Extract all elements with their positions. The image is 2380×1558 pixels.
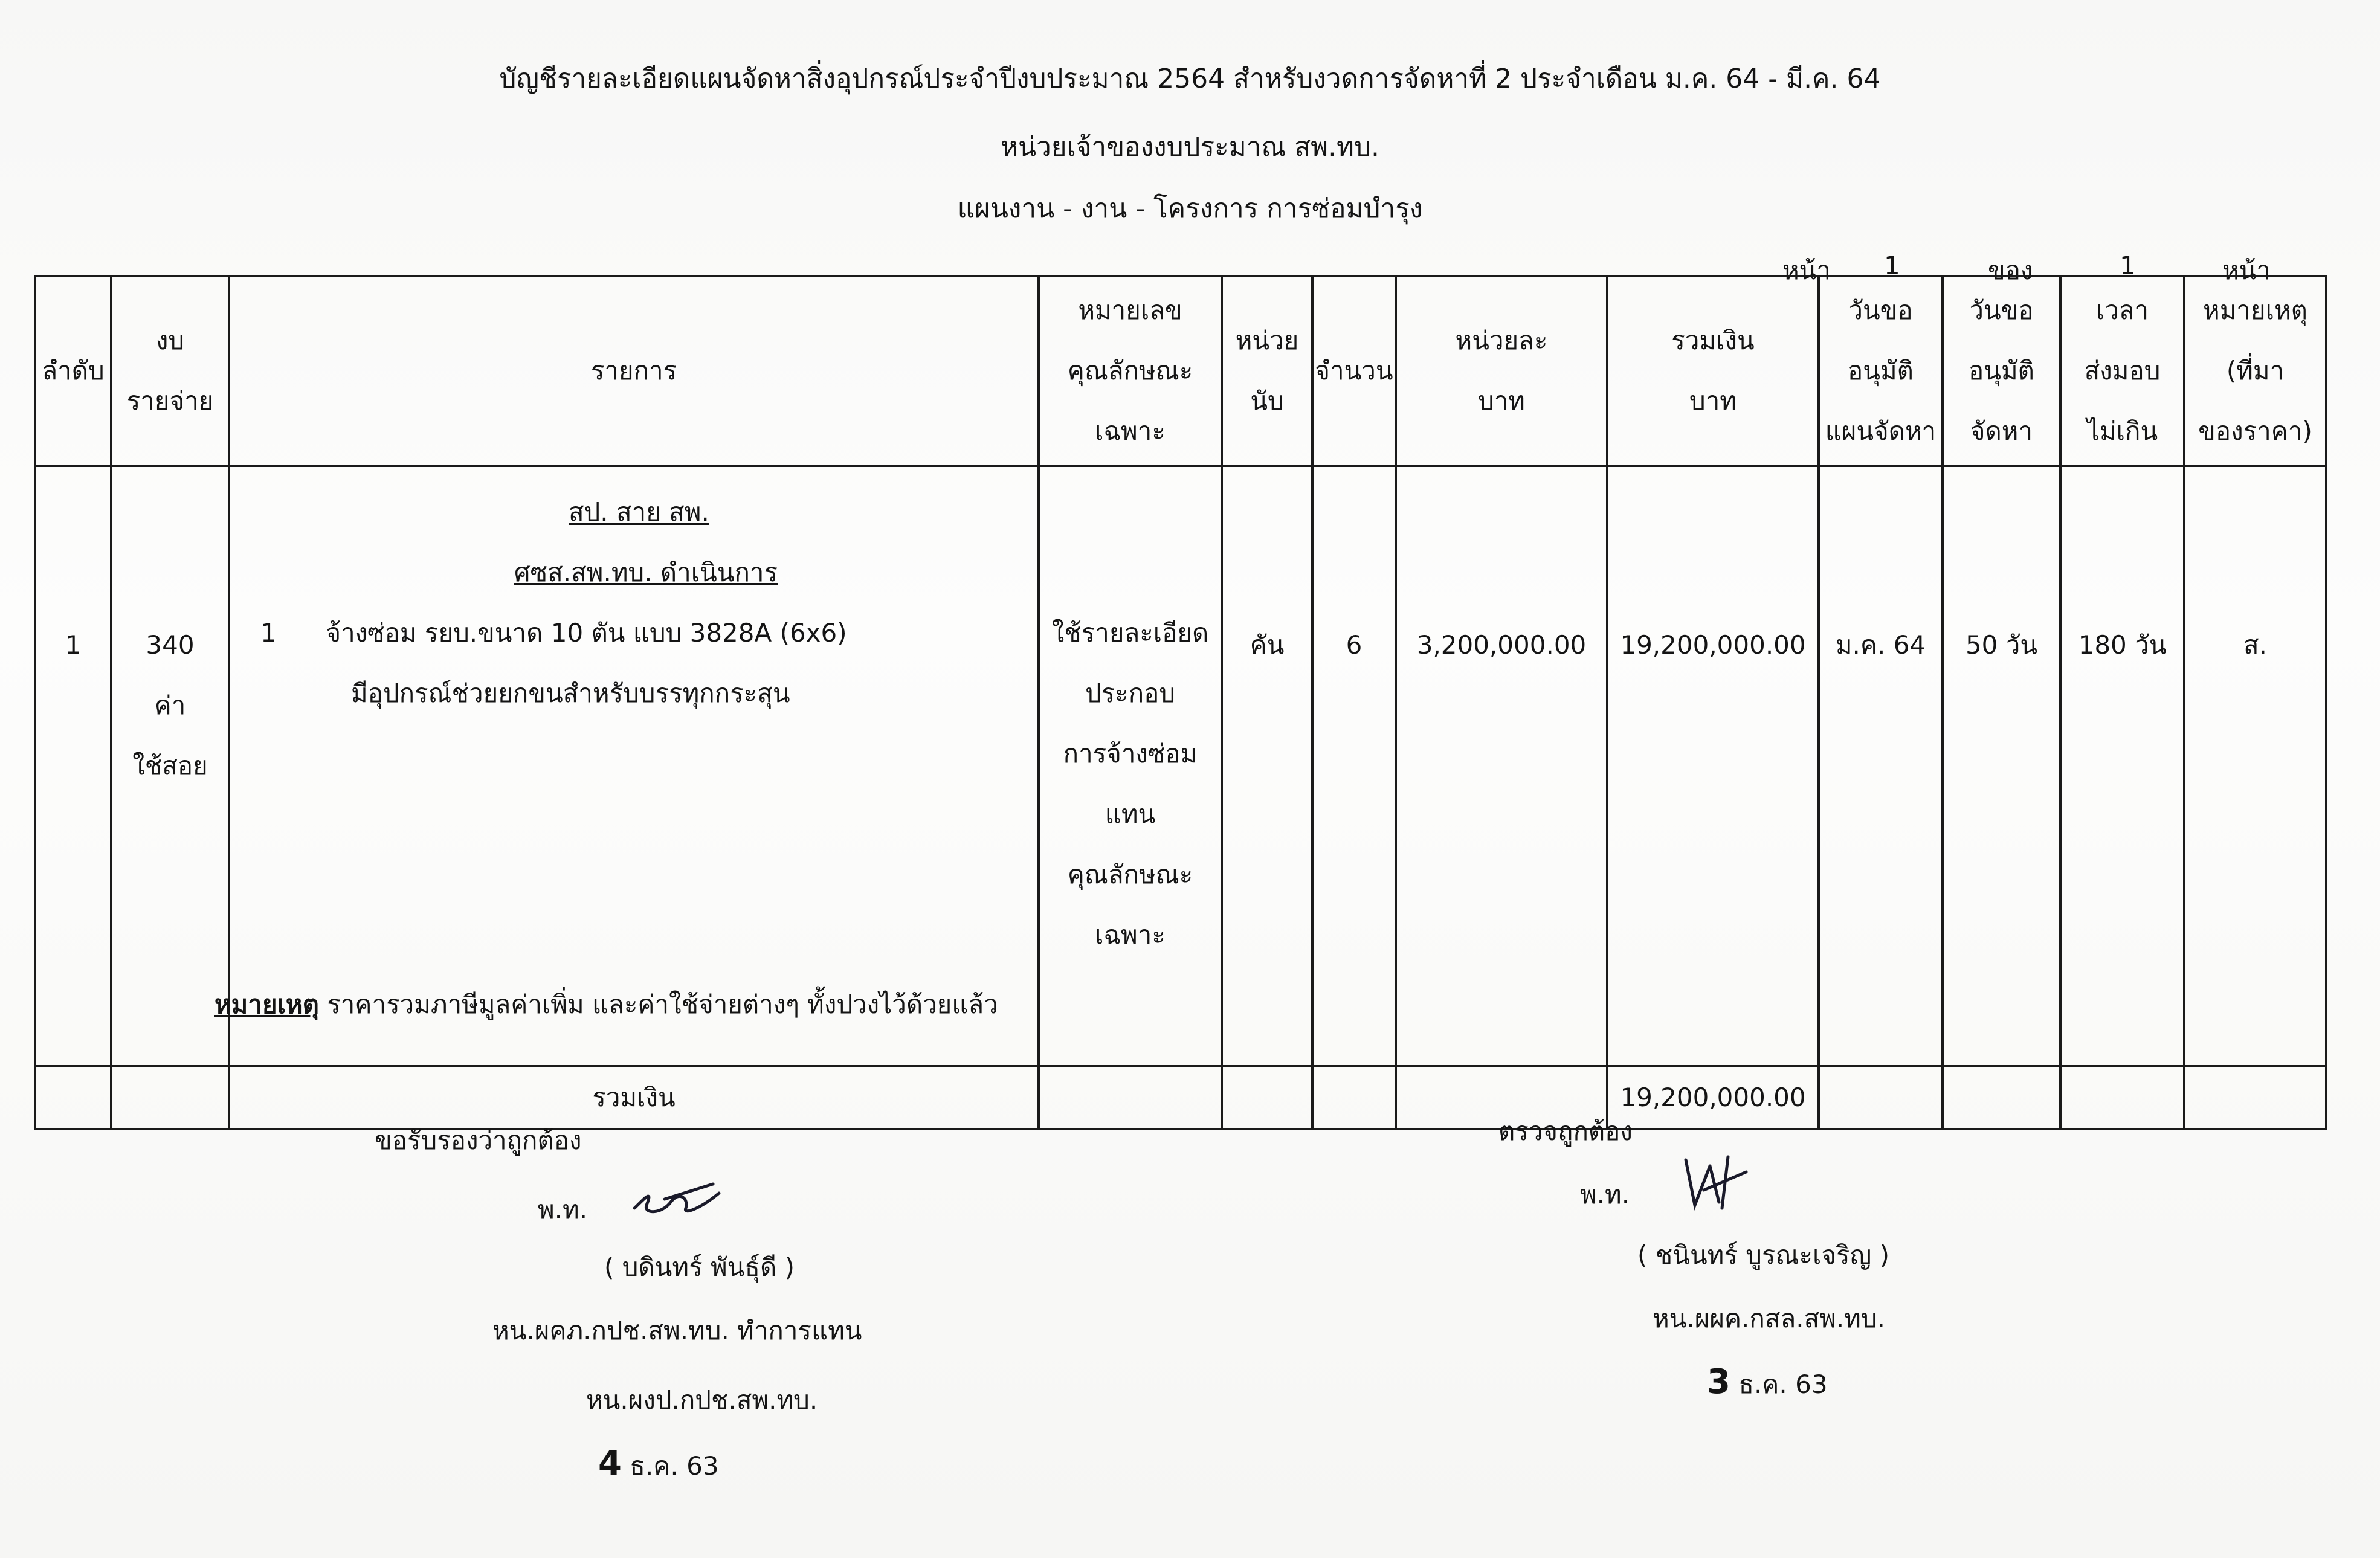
cell-budget: 340 ค่า ใช้สอย: [111, 466, 229, 1066]
left-caption: ขอรับรองว่าถูกต้อง: [375, 1125, 582, 1155]
left-name: ( บดินทร์ พันธุ์ดี ): [604, 1252, 795, 1282]
cell-spec: ใช้รายละเอียด ประกอบ การจ้างซ่อมแทน คุณลักษณะ เฉพาะ: [1039, 466, 1222, 1066]
col-header-unit-price: หน่วยละ บาท: [1396, 276, 1607, 466]
col-header-delivery: เวลา ส่งมอบ ไม่เกิน: [2060, 276, 2184, 466]
right-rank: พ.ท.: [1580, 1180, 1630, 1209]
table-row: [35, 466, 2326, 1066]
footnote: [214, 985, 998, 1025]
footnote-label: หมายเหตุ: [214, 990, 319, 1019]
page-label: หน้า: [1782, 256, 1831, 285]
cell-qty: 6: [1312, 466, 1396, 1066]
item-heading-1: สป. สาย สพ.: [569, 497, 709, 527]
item-index: 1: [260, 618, 277, 648]
of-label: ของ: [1988, 256, 2033, 285]
footnote-text: ราคารวมภาษีมูลค่าเพิ่ม และค่าใช้จ่ายต่างๆ ทั้งปวงไว้ด้วยแล้ว: [318, 990, 998, 1019]
item-line-2: มีอุปกรณ์ช่วยยกขนสำหรับบรรทุกกระสุน: [351, 678, 790, 708]
left-date: [598, 1444, 719, 1486]
total-row: [35, 1066, 2326, 1129]
item-heading-2: ศซส.สพ.ทบ. ดำเนินการ: [514, 558, 778, 587]
right-caption: ตรวจถูกต้อง: [1498, 1116, 1633, 1146]
col-header-item: รายการ: [229, 276, 1039, 466]
col-header-spec: หมายเลข คุณลักษณะ เฉพาะ: [1039, 276, 1222, 466]
total-label: รวมเงิน: [229, 1066, 1039, 1129]
cell-delivery: 180 วัน: [2060, 466, 2184, 1066]
page-total: 1: [2120, 251, 2136, 280]
item-line-1: จ้างซ่อม รยบ.ขนาด 10 ตัน แบบ 3828A (6x6): [326, 618, 847, 648]
col-header-budget: งบ รายจ่าย: [111, 276, 229, 466]
left-position-1: หน.ผคภ.กปช.สพ.ทบ. ทำการแทน: [492, 1316, 862, 1345]
cell-remark: ส.: [2184, 466, 2326, 1066]
col-header-total: รวมเงิน บาท: [1607, 276, 1819, 466]
left-rank: พ.ท.: [538, 1195, 588, 1225]
cell-proc-date: 50 วัน: [1943, 466, 2060, 1066]
left-position-2: หน.ผงป.กปช.สพ.ทบ.: [586, 1385, 818, 1415]
col-header-no: ลำดับ: [35, 276, 111, 466]
budget-agency: หน่วยเจ้าของงบประมาณ สพ.ทบ.: [1001, 132, 1379, 163]
col-header-qty: จำนวน: [1312, 276, 1396, 466]
plan-line: แผนงาน - งาน - โครงการ การซ่อมบำรุง: [957, 193, 1423, 224]
col-header-unit: หน่วย นับ: [1222, 276, 1312, 466]
right-signature-mark: [1674, 1148, 1752, 1214]
cell-unit-price: 3,200,000.00: [1396, 466, 1607, 1066]
pages-label: หน้า: [2222, 256, 2271, 285]
col-header-plan-date: วันขอ อนุมัติ แผนจัดหา: [1819, 276, 1943, 466]
left-date-rest: ธ.ค. 63: [621, 1451, 719, 1481]
cell-item: [229, 466, 1039, 1066]
page-number: 1: [1884, 251, 1900, 280]
left-date-day: 4: [598, 1444, 622, 1483]
cell-total: 19,200,000.00: [1607, 466, 1819, 1066]
right-date-rest: ธ.ค. 63: [1730, 1370, 1828, 1399]
col-header-remark: หมายเหตุ (ที่มา ของราคา): [2184, 276, 2326, 466]
left-signature-mark: [628, 1172, 725, 1226]
right-name: ( ชนินทร์ บูรณะเจริญ ): [1637, 1240, 1890, 1270]
cell-unit: คัน: [1222, 466, 1312, 1066]
right-date-day: 3: [1707, 1362, 1730, 1402]
table-header-row: [35, 276, 2326, 466]
right-position-1: หน.ผผค.กสล.สพ.ทบ.: [1653, 1304, 1885, 1333]
cell-no: 1: [35, 466, 111, 1066]
col-header-proc-date: วันขอ อนุมัติ จัดหา: [1943, 276, 2060, 466]
right-date: [1707, 1362, 1828, 1405]
cell-plan-date: ม.ค. 64: [1819, 466, 1943, 1066]
document-title: บัญชีรายละเอียดแผนจัดหาสิ่งอุปกรณ์ประจำปีงบประมาณ 2564 สำหรับงวดการจัดหาที่ 2 ประจำเดือน ม.ค. 64 - มี.ค. 64: [499, 63, 1881, 94]
total-amount: 19,200,000.00: [1607, 1066, 1819, 1129]
